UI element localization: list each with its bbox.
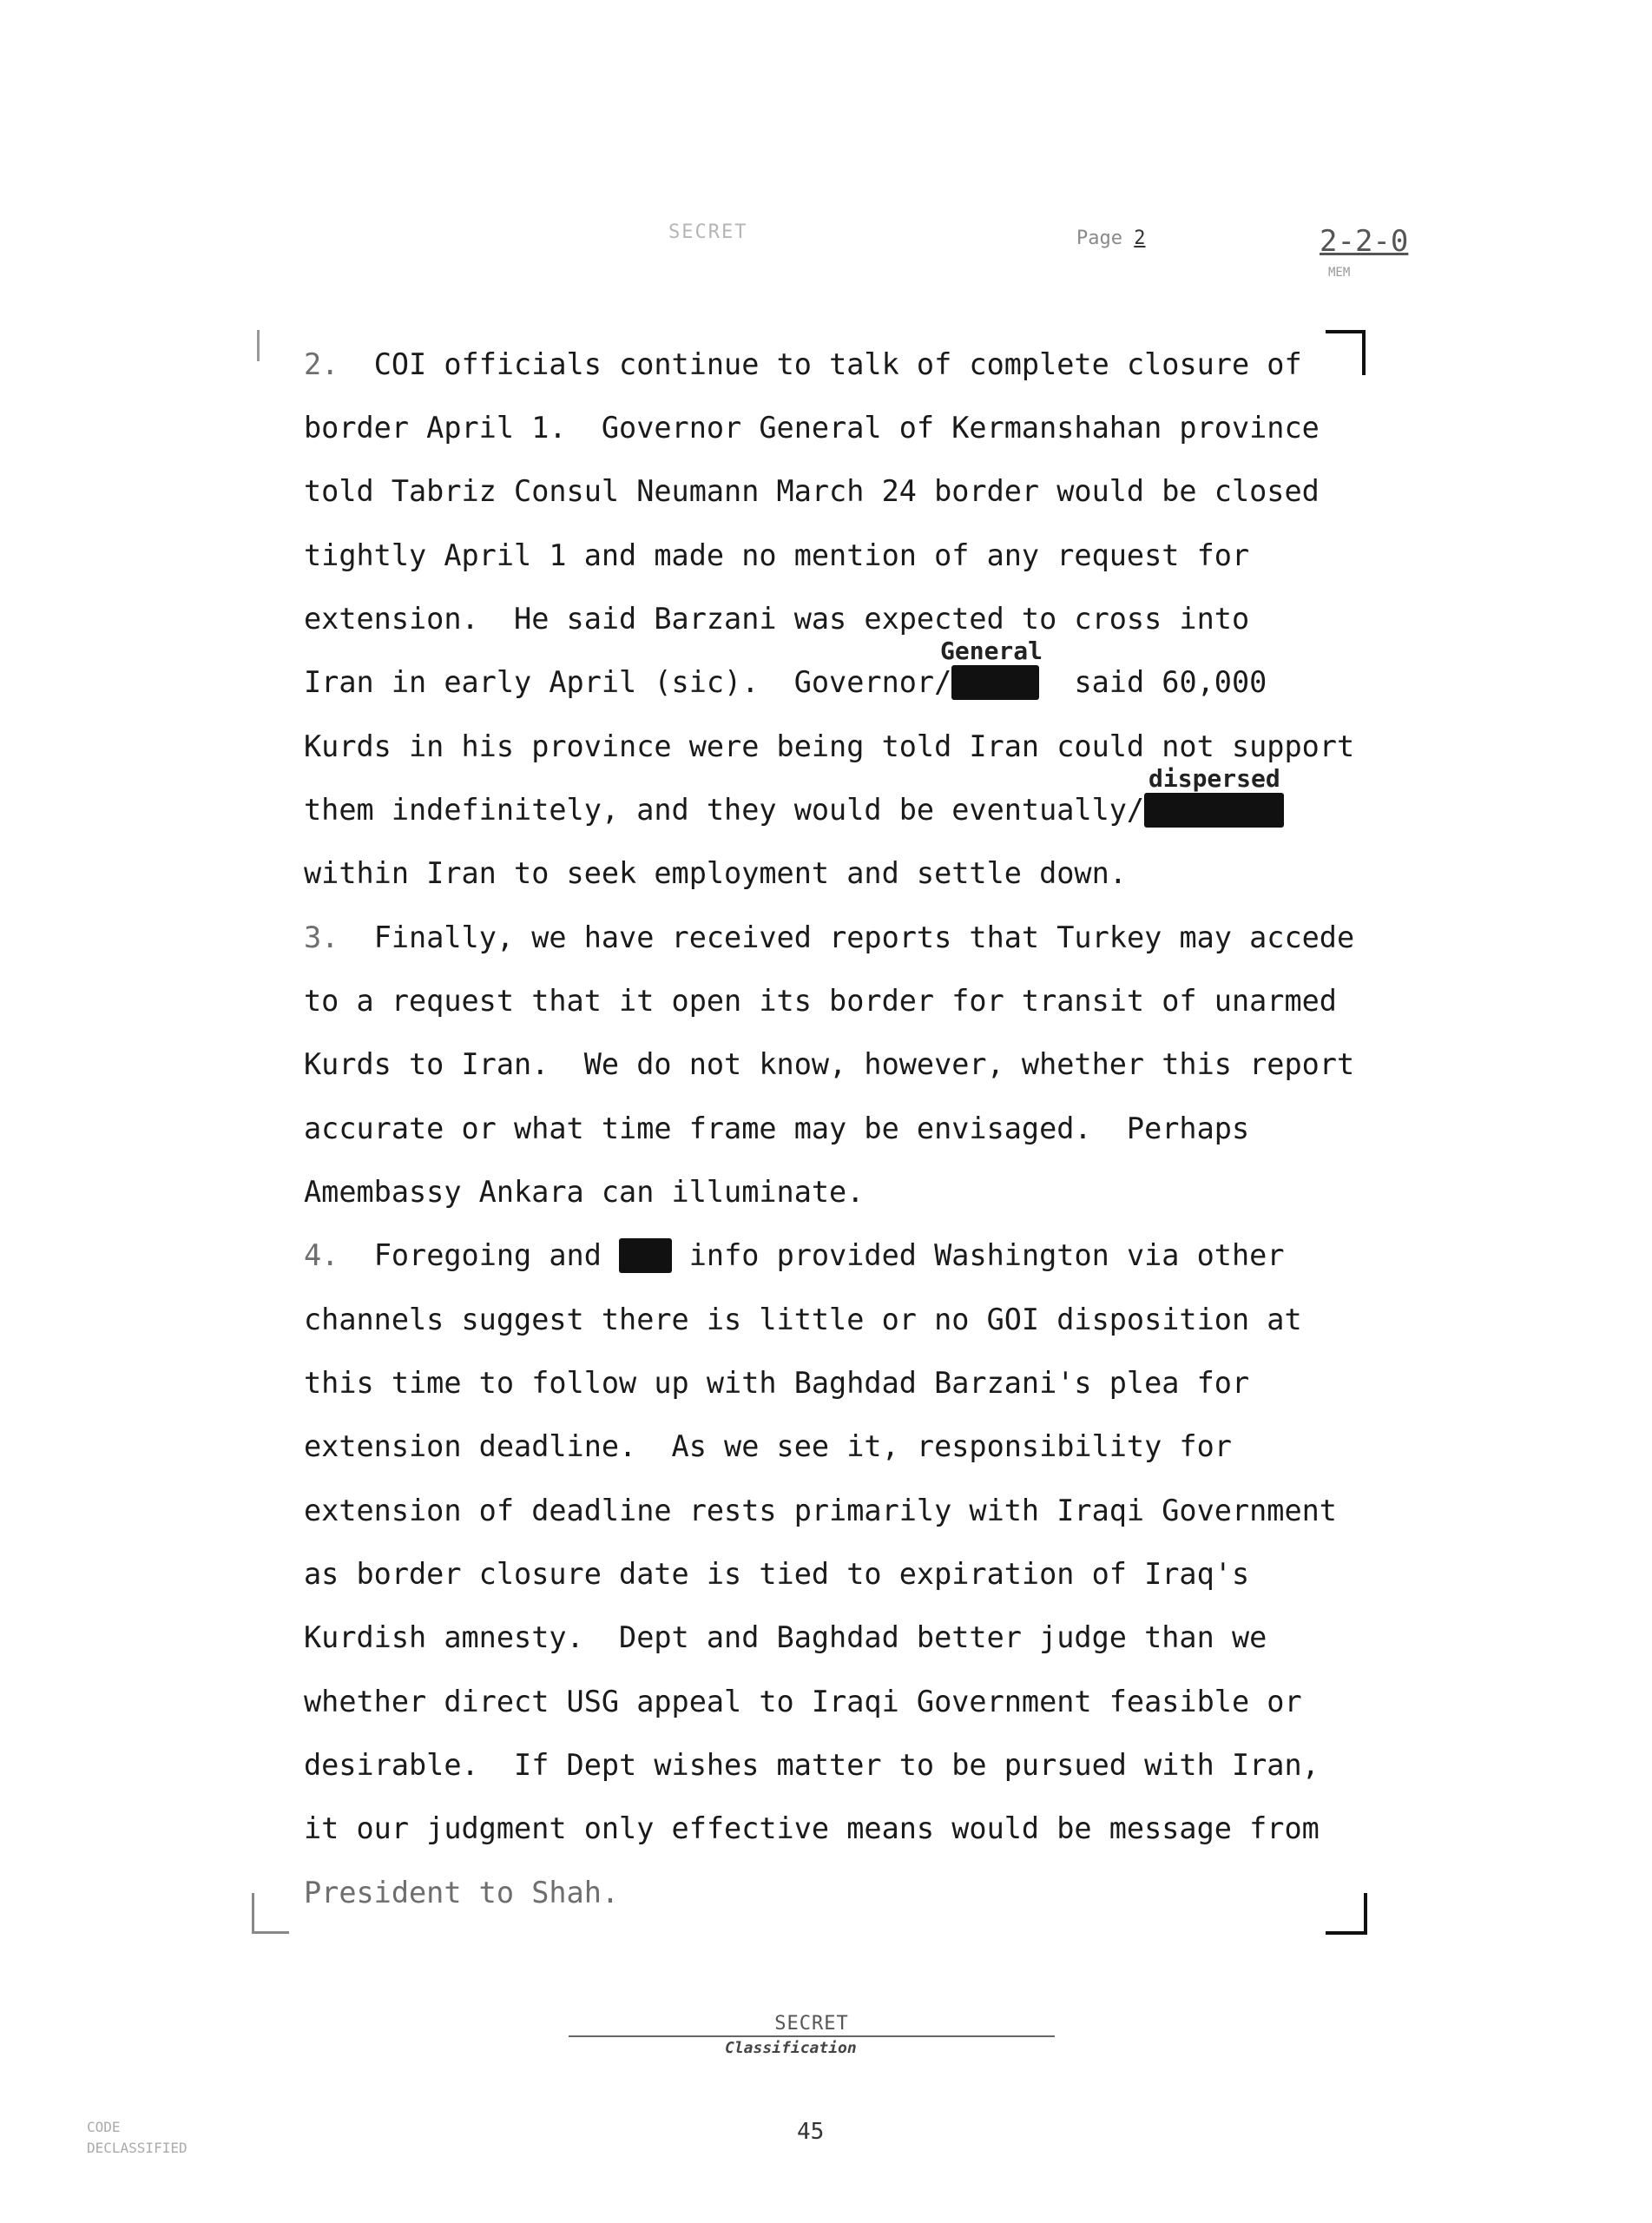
corner-mark-bottom-left <box>252 1893 289 1934</box>
text-line: within Iran to seek employment and settle down. <box>304 856 1127 890</box>
text-line: to a request that it open its border for transit of unarmed <box>304 984 1337 1018</box>
text-line: Kurdish amnesty. Dept and Baghdad better judge than we <box>304 1620 1267 1654</box>
handwritten-insertion-dispersed: dispersed <box>1149 764 1280 793</box>
header-page-number: 2 <box>1134 228 1146 249</box>
text-line <box>304 920 1354 955</box>
declassification-stamp-line: CODE <box>87 2119 137 2135</box>
paragraph-line: them indefinitely, and they would be eventually/ <box>304 793 1145 827</box>
paragraph-number: 4. <box>304 1238 339 1272</box>
text-line: Kurds to Iran. We do not know, however, whether this report <box>304 1047 1355 1081</box>
header-date-sub: MEM <box>1328 266 1351 280</box>
text-line: extension. He said Barzani was expected to cross into <box>304 602 1250 636</box>
text-line: Kurds in his province were being told Iran could not support <box>304 729 1355 763</box>
footer-classification-label: Classification <box>725 2039 857 2057</box>
handwritten-insertion-general: General <box>940 637 1043 665</box>
paragraph-number: 3. <box>304 920 339 954</box>
paragraph-line: Iran in early April (sic). Governor/ <box>304 665 952 699</box>
text-line: channels suggest there is little or no GOI disposition at <box>304 1303 1302 1336</box>
corner-mark-bottom-right <box>1326 1893 1367 1935</box>
text-line <box>304 665 1267 700</box>
paragraph-line: Foregoing and <box>373 1238 602 1272</box>
struck-out-word: xxx <box>619 1238 672 1272</box>
corner-mark-top-left <box>257 330 260 361</box>
paragraph-line: COI officials continue to talk of complete closure of <box>373 347 1302 381</box>
text-line: it our judgment only effective means would be message from <box>304 1811 1320 1845</box>
declassification-stamp-line: DECLASSIFIED <box>87 2140 188 2156</box>
header-classification-faint: SECRET <box>668 221 748 243</box>
text-line: extension deadline. As we see it, responsibility for <box>304 1429 1232 1463</box>
paragraph-line: info provided Washington via other <box>688 1238 1285 1272</box>
text-line: as border closure date is tied to expiration of Iraq's <box>304 1557 1250 1591</box>
footer-page-number: 45 <box>797 2119 825 2145</box>
text-line: told Tabriz Consul Neumann March 24 border would be closed <box>304 474 1320 508</box>
struck-out-word: XXXXXXXX <box>1144 793 1285 827</box>
text-line <box>304 1876 619 1910</box>
paragraph-line: Finally, we have received reports that Turkey may accede <box>373 920 1355 954</box>
text-line: whether direct USG appeal to Iraqi Government feasible or <box>304 1685 1302 1718</box>
text-line: border April 1. Governor General of Kermanshahan province <box>304 411 1320 445</box>
text-line: tightly April 1 and made no mention of any request for <box>304 538 1250 572</box>
text-line: Amembassy Ankara can illuminate. <box>304 1175 865 1209</box>
struck-out-word: XXXXX <box>951 665 1040 699</box>
paragraph-number: 2. <box>304 347 339 381</box>
text-line <box>304 1238 1285 1273</box>
text-line: this time to follow up with Baghdad Barzani's plea for <box>304 1366 1250 1400</box>
header-page-indicator <box>1076 228 1145 249</box>
header-date-reference: 2-2-0 <box>1320 224 1409 259</box>
text-line: extension of deadline rests primarily with Iraqi Government <box>304 1494 1337 1527</box>
header-page-label: Page <box>1076 228 1122 249</box>
paragraph-line: President to Shah. <box>304 1876 620 1910</box>
corner-mark-top-right <box>1326 330 1366 375</box>
footer-classification: SECRET <box>569 2013 1055 2037</box>
paragraph-line-tail: said 60,000 <box>1074 665 1267 699</box>
text-line <box>304 347 1302 382</box>
text-line: desirable. If Dept wishes matter to be pursued with Iran, <box>304 1748 1320 1782</box>
text-line: accurate or what time frame may be envisaged. Perhaps <box>304 1112 1250 1145</box>
text-line <box>304 793 1284 828</box>
